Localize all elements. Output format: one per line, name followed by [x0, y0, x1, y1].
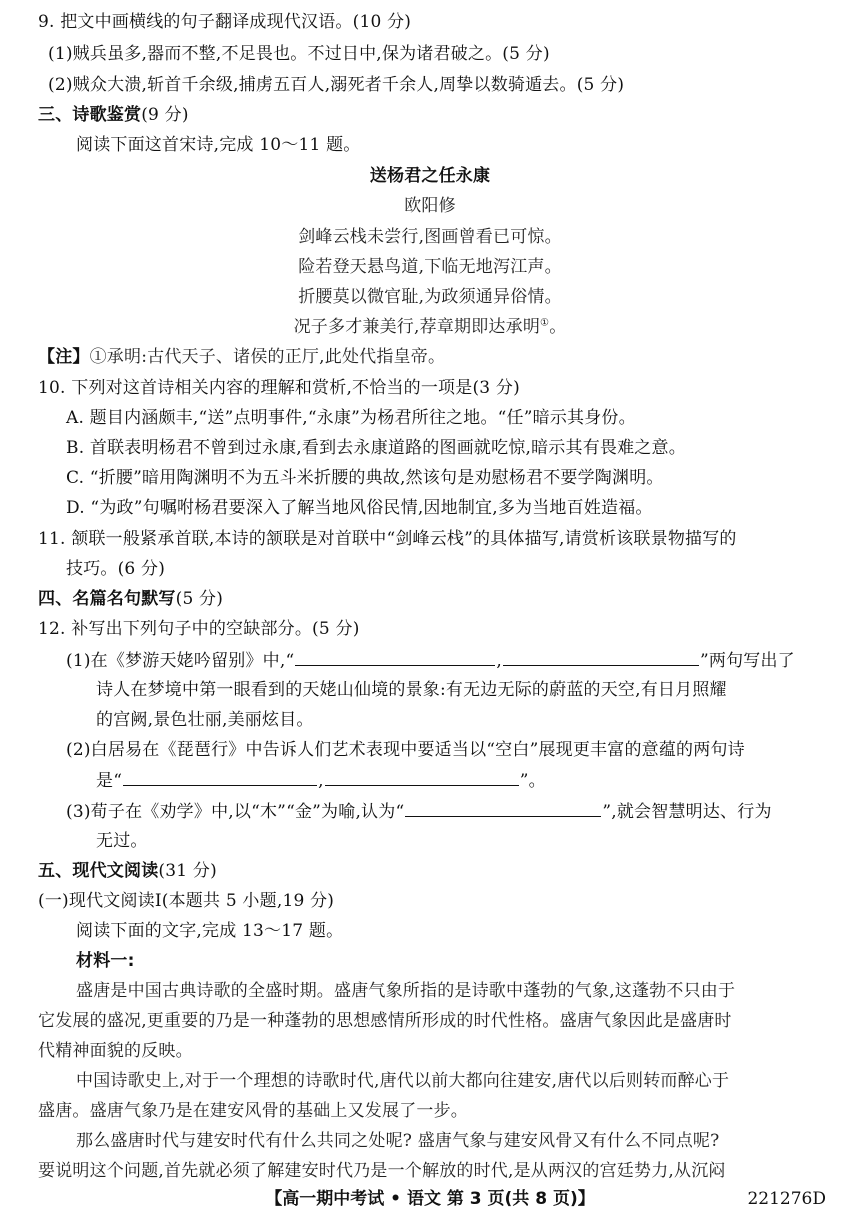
passage-p1-line-3: 代精神面貌的反映。 — [38, 1041, 193, 1061]
q12-sub-3-line-1 — [66, 800, 772, 823]
q10-option-a: A. 题目内涵颇丰,“送”点明事件,“永康”为杨君所往之地。“任”暗示其身份。 — [66, 408, 636, 428]
passage-p1-line-1: 盛唐是中国古典诗歌的全盛时期。盛唐气象所指的是诗歌中蓬勃的气象,这蓬勃不只由于 — [76, 981, 736, 1001]
page-footer: 【高一期中考试 • 语文 第 3 页(共 8 页)】 — [265, 1189, 595, 1209]
q12-blank-1[interactable] — [295, 649, 495, 666]
q12-blank-3[interactable] — [123, 769, 317, 786]
section-5-heading — [38, 860, 217, 882]
q12-sub-2-suffix: ”。 — [519, 771, 546, 791]
poem-author: 欧阳修 — [404, 196, 456, 216]
section-4-heading — [38, 588, 223, 610]
poem-line-2: 险若登天悬鸟道,下临无地泻江声。 — [298, 257, 562, 277]
q12-sub-2-line-1: (2)白居易在《琵琶行》中告诉人们艺术表现中要适当以“空白”展现更丰富的意蕴的两句诗 — [66, 740, 745, 760]
poem-line-4-end: 。 — [549, 317, 567, 337]
passage-p3-line-1: 那么盛唐时代与建安时代有什么共同之处呢? 盛唐气象与建安风骨又有什么不同点呢? — [76, 1131, 720, 1151]
q12-blank-4[interactable] — [325, 769, 519, 786]
section-3-heading — [38, 104, 189, 126]
poem-line-4-text: 况子多才兼美行,荐章期即达承明 — [293, 317, 541, 337]
q12-sub-1-line-2: 诗人在梦境中第一眼看到的天姥山仙境的景象:有无边无际的蔚蓝的天空,有日月照耀 — [96, 680, 727, 700]
section-5-score: (31 分) — [158, 861, 217, 881]
section-4-title: 四、名篇名句默写 — [38, 589, 176, 609]
section-5-subheading: (一)现代文阅读Ⅰ(本题共 5 小题,19 分) — [38, 891, 335, 911]
poem-note-label: 【注】 — [38, 347, 90, 367]
passage-p2-line-1: 中国诗歌史上,对于一个理想的诗歌时代,唐代以前大都向往建安,唐代以后则转而醉心于 — [76, 1071, 730, 1091]
poem-note — [38, 346, 445, 368]
q10-option-d: D. “为政”句嘱咐杨君要深入了解当地风俗民情,因地制宜,多为当地百姓造福。 — [66, 498, 653, 518]
q10-option-c: C. “折腰”暗用陶渊明不为五斗米折腰的典故,然该句是劝慰杨君不要学陶渊明。 — [66, 468, 664, 488]
q12-sub-3-suffix: ”,就会智慧明达、行为 — [602, 802, 772, 822]
q12-sub-1-line-3: 的宫阙,景色壮丽,美丽炫目。 — [96, 710, 314, 730]
section-5-intro: 阅读下面的文字,完成 13～17 题。 — [76, 921, 344, 941]
q9-sentence-2: (2)贼众大溃,斩首千余级,捕虏五百人,溺死者千余人,周挚以数骑遁去。(5 分) — [48, 75, 625, 95]
poem-line-4 — [0, 316, 860, 338]
poem-line-1: 剑峰云栈未尝行,图画曾看已可惊。 — [298, 227, 562, 247]
poem-line-3: 折腰莫以微官耻,为政须通异俗情。 — [298, 287, 562, 307]
q9-sentence-1: (1)贼兵虽多,器而不整,不足畏也。不过日中,保为诸君破之。(5 分) — [48, 44, 550, 64]
q12-sub-1-suffix: ”两句写出了 — [699, 651, 795, 671]
section-4-score: (5 分) — [175, 589, 224, 609]
q12-blank-5[interactable] — [405, 800, 601, 817]
section-3-intro: 阅读下面这首宋诗,完成 10～11 题。 — [76, 135, 361, 155]
q9-title: 9. 把文中画横线的句子翻译成现代汉语。(10 分) — [38, 12, 412, 32]
material-1-label: 材料一: — [76, 951, 135, 971]
exam-code: 221276D — [747, 1189, 826, 1209]
q12-blank-2[interactable] — [503, 649, 699, 666]
q10-option-b: B. 首联表明杨君不曾到过永康,看到去永康道路的图画就吃惊,暗示其有畏难之意。 — [66, 438, 686, 458]
q12-sub-1-comma: , — [496, 651, 502, 671]
q11-line-2: 技巧。(6 分) — [66, 559, 166, 579]
section-3-score: (9 分) — [141, 105, 189, 125]
q12-sub-1-prefix: (1)在《梦游天姥吟留别》中,“ — [66, 651, 295, 671]
q12-sub-1-line-1 — [66, 649, 795, 672]
q12-sub-2-prefix: 是“ — [96, 771, 123, 791]
poem-note-text: ①承明:古代天子、诸侯的正厅,此处代指皇帝。 — [89, 347, 446, 367]
q12-sub-2-line-2 — [96, 769, 546, 792]
poem-note-mark: ① — [540, 317, 550, 329]
section-3-title: 三、诗歌鉴赏 — [38, 105, 142, 125]
q11-line-1: 11. 颔联一般紧承首联,本诗的颔联是对首联中“剑峰云栈”的具体描写,请赏析该联景物描写的 — [38, 529, 737, 549]
q12-sub-2-comma: , — [318, 771, 324, 791]
poem-title: 送杨君之任永康 — [369, 166, 491, 186]
q12-sub-3-line-2: 无过。 — [96, 831, 148, 851]
q12-sub-3-prefix: (3)荀子在《劝学》中,以“木”“金”为喻,认为“ — [66, 802, 405, 822]
q12-title: 12. 补写出下列句子中的空缺部分。(5 分) — [38, 619, 360, 639]
q10-title: 10. 下列对这首诗相关内容的理解和赏析,不恰当的一项是(3 分) — [38, 378, 520, 398]
passage-p3-line-2: 要说明这个问题,首先就必须了解建安时代乃是一个解放的时代,是从两汉的宫廷势力,从沉闷 — [38, 1161, 726, 1181]
passage-p1-line-2: 它发展的盛况,更重要的乃是一种蓬勃的思想感情所形成的时代性格。盛唐气象因此是盛唐时 — [38, 1011, 732, 1031]
section-5-title: 五、现代文阅读 — [38, 861, 159, 881]
passage-p2-line-2: 盛唐。盛唐气象乃是在建安风骨的基础上又发展了一步。 — [38, 1101, 468, 1121]
